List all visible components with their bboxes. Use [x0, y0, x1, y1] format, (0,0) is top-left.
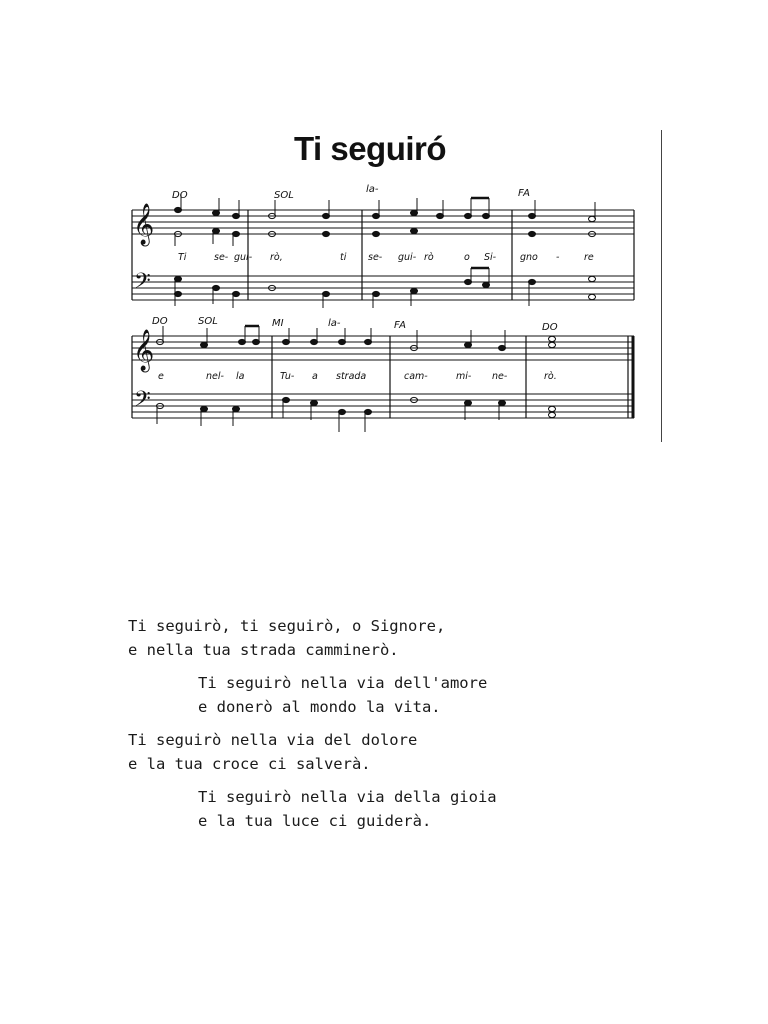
system1-treble-staff: [132, 210, 634, 234]
lyric-syllable: Tu-: [280, 371, 295, 382]
lyric-line: e donerò al mondo la vita.: [198, 698, 441, 716]
chord-label: la-: [366, 184, 379, 195]
chord-label: FA: [518, 188, 531, 199]
chord-label: la-: [328, 318, 341, 329]
lyric-syllable: e: [158, 371, 164, 382]
lyric-line: Ti seguirò nella via del dolore: [128, 731, 418, 749]
stanza-2: [128, 671, 497, 719]
song-title: Ti seguiró: [293, 130, 447, 167]
margin-rule: [661, 130, 662, 442]
lyric-syllable: cam-: [404, 371, 428, 382]
lyric-syllable: rò,: [270, 252, 283, 263]
lyric-line: Ti seguirò nella via dell'amore: [198, 674, 488, 692]
music-score: [128, 180, 640, 442]
system2-treble-clef: 𝄞: [133, 330, 155, 371]
lyric-syllable: Ti: [178, 252, 187, 263]
lyric-syllable: nel-: [206, 371, 224, 382]
lyric-line: e la tua croce ci salverà.: [128, 755, 371, 773]
lyric-line: Ti seguirò, ti seguirò, o Signore,: [128, 617, 446, 635]
lyric-syllable: ne-: [492, 371, 508, 382]
lyric-syllable: mi-: [456, 371, 472, 382]
system1-treble-clef: 𝄞: [133, 204, 155, 245]
system2-bass-notes: [157, 397, 556, 432]
stanza-4: [128, 785, 497, 833]
chord-label: MI: [272, 318, 284, 329]
lyric-syllable: a: [312, 371, 318, 382]
system2-bass-staff: [132, 394, 634, 418]
lyric-syllable: gui-: [234, 252, 253, 263]
lyric-line: e la tua luce ci guiderà.: [198, 812, 432, 830]
lyric-syllable: o: [464, 252, 470, 263]
stanza-1: [128, 614, 497, 662]
lyric-syllable: se-: [214, 252, 229, 263]
chord-label: SOL: [198, 316, 218, 327]
lyrics-text: [128, 614, 497, 842]
lyric-syllable: re: [584, 252, 594, 263]
system1-bass-staff: [132, 276, 634, 300]
stanza-3: [128, 728, 497, 776]
chord-label: DO: [542, 322, 558, 333]
lyric-syllable: rò.: [544, 371, 557, 382]
lyric-line: e nella tua strada camminerò.: [128, 641, 399, 659]
system2-bass-clef: 𝄢: [134, 387, 151, 417]
lyric-syllable: strada: [336, 371, 367, 382]
chord-label: DO: [172, 190, 188, 201]
system1-treble-notes: [175, 194, 596, 246]
system2-treble-notes: [157, 326, 556, 351]
chord-label: DO: [152, 316, 168, 327]
lyric-syllable: gno: [520, 252, 538, 263]
lyric-syllable: ti: [340, 252, 347, 263]
lyric-syllable: la: [236, 371, 245, 382]
lyric-syllable: se-: [368, 252, 383, 263]
lyric-syllable: gui-: [398, 252, 417, 263]
lyric-syllable: rò: [424, 252, 434, 263]
system1-bass-clef: 𝄢: [134, 269, 151, 299]
chord-label: SOL: [274, 190, 294, 201]
lyric-line: Ti seguirò nella via della gioia: [198, 788, 497, 806]
lyric-syllable: Si-: [484, 252, 497, 263]
lyric-syllable: -: [556, 252, 560, 263]
chord-label: FA: [394, 320, 407, 331]
